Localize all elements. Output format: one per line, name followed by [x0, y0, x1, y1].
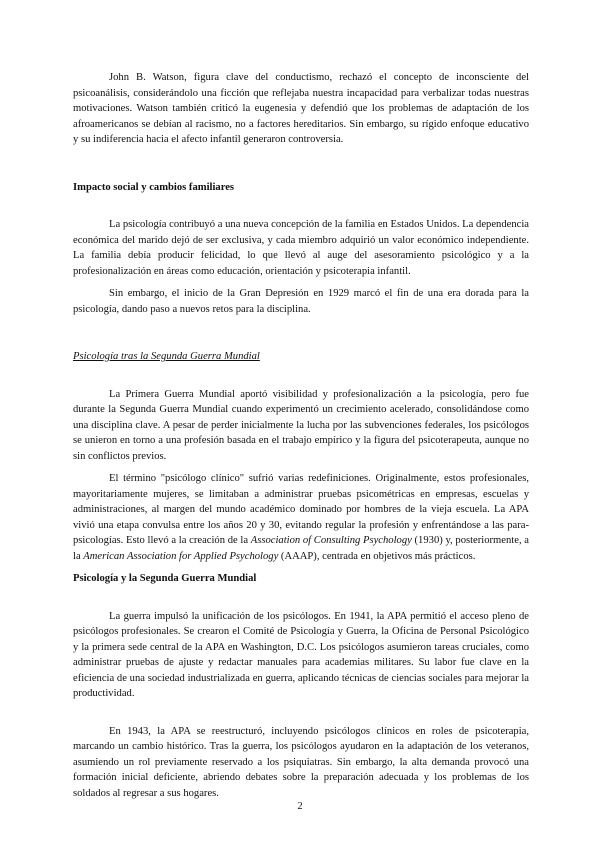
body-paragraph [73, 70, 529, 148]
body-paragraph [73, 471, 529, 564]
block-spacer [73, 279, 529, 286]
paragraph-text: En 1943, la APA se reestructuró, incluyendo psicólogos clínicos en roles de psicoterapia, marcando un cambio histórico. Tras la guerra, los psicólogos ayudaron en la adaptación de los veteranos, asumiendo un rol previamente reservado a los psiquiatras. Sin embargo, la alta demanda provocó una formación inicial deficiente, abriendo debates sobre la preparación adecuada y los problemas de los soldados al regresar a sus hogares. [73, 725, 529, 799]
section-heading: Impacto social y cambios familiares [73, 181, 235, 193]
body-paragraph [73, 387, 529, 465]
paragraph-text: La Primera Guerra Mundial aportó visibilidad y profesionalización a la psicología, pero fue durante la Segunda Guerra Mundial cuando experimentó un crecimiento acelerado, consolidándose como una disciplina clave. A pesar de perder inicialmente la lucha por las subvenciones federales, los psicólogos se unieron en torno a una profesión basada en el trabajo empírico y la figura del psicoterapeuta, aunque no sin conflictos previos. [73, 388, 529, 462]
block-spacer [73, 148, 529, 180]
section-heading: Psicología y la Segunda Guerra Mundial [73, 573, 257, 584]
block-spacer [73, 702, 529, 724]
paragraph-text: Sin embargo, el inicio de la Gran Depresión en 1929 marcó el fin de una era dorada para la psicología, dando paso a nuevos retos para la disciplina. [73, 288, 529, 315]
block-spacer [73, 464, 529, 471]
page-content [73, 70, 529, 801]
body-paragraph [73, 217, 529, 279]
paragraph-text: La guerra impulsó la unificación de los psicólogos. En 1941, la APA permitió el acceso pleno de psicólogos profesionales. Se crearon el Comité de Psicología y Guerra, la Oficina de Personal Psicológico y la primera sede central de la APA en Washington, D.C. Los psicólogos asumieron tareas cruciales, como administrar pruebas de ajuste y redactar manuales para academias militares. Su labor fue clave en la eficiencia de una sociedad industrializada en guerra, aplicando técnicas de ciencias sociales para mejorar la productividad. [73, 610, 529, 699]
paragraph-text: La psicología contribuyó a una nueva concepción de la familia en Estados Unidos. La dependencia económica del marido dejó de ser exclusiva, y cada miembro adquirió un valor económico independiente. La familia debía producir felicidad, lo que llevó al auge del asesoramiento psicológico y a la profesionalización en áreas como educación, orientación y psicoterapia infantil. [73, 219, 529, 277]
paragraph-text: John B. Watson, figura clave del conductismo, rechazó el concepto de inconsciente del psicoanálisis, considerándolo una ficción que reflejaba nuestra incapacidad para verbalizar todas nuestras motivaciones. Watson también criticó la eugenesia y defendió que los problemas de adaptación de los afroamericanos se debían al racismo, no a factores hereditarios. Sin embargo, su rígido enfoque educativo y su indiferencia hacia el afecto infantil generaron controversia. [73, 72, 529, 145]
block-spacer [73, 564, 529, 571]
paragraph-text: El término "psicólogo clínico" sufrió varias redefiniciones. Originalmente, estos profesionales, mayoritariamente mujeres, se limitaban a administrar pruebas psicométricas en empresas, escuelas y administraciones, al margen del mundo académico dominado por hombres de la vieja escuela. La APA vivió una etapa convulsa entre los años 20 y 30, evitando regular la profesión y enfrentándose a las para-psicologías. Esto llevó a la creación de la [73, 473, 529, 546]
paragraph-text: (AAAP), centrada en objetivos más prácticos. [278, 550, 476, 562]
italic-title: American Association for Applied Psychology [83, 550, 279, 562]
section-heading-underlined: Psicología tras la Segunda Guerra Mundial [73, 351, 260, 362]
page-number: 2 [297, 801, 303, 812]
block-spacer [73, 587, 529, 609]
block-spacer [73, 195, 529, 217]
body-paragraph [73, 609, 529, 702]
paragraph-text: (1930) y, posteriormente, a la [73, 535, 529, 562]
block-spacer [73, 365, 529, 387]
body-paragraph [73, 724, 529, 802]
block-spacer [73, 317, 529, 349]
body-paragraph [73, 286, 529, 317]
italic-title: Association of Consulting Psychology [250, 535, 412, 546]
